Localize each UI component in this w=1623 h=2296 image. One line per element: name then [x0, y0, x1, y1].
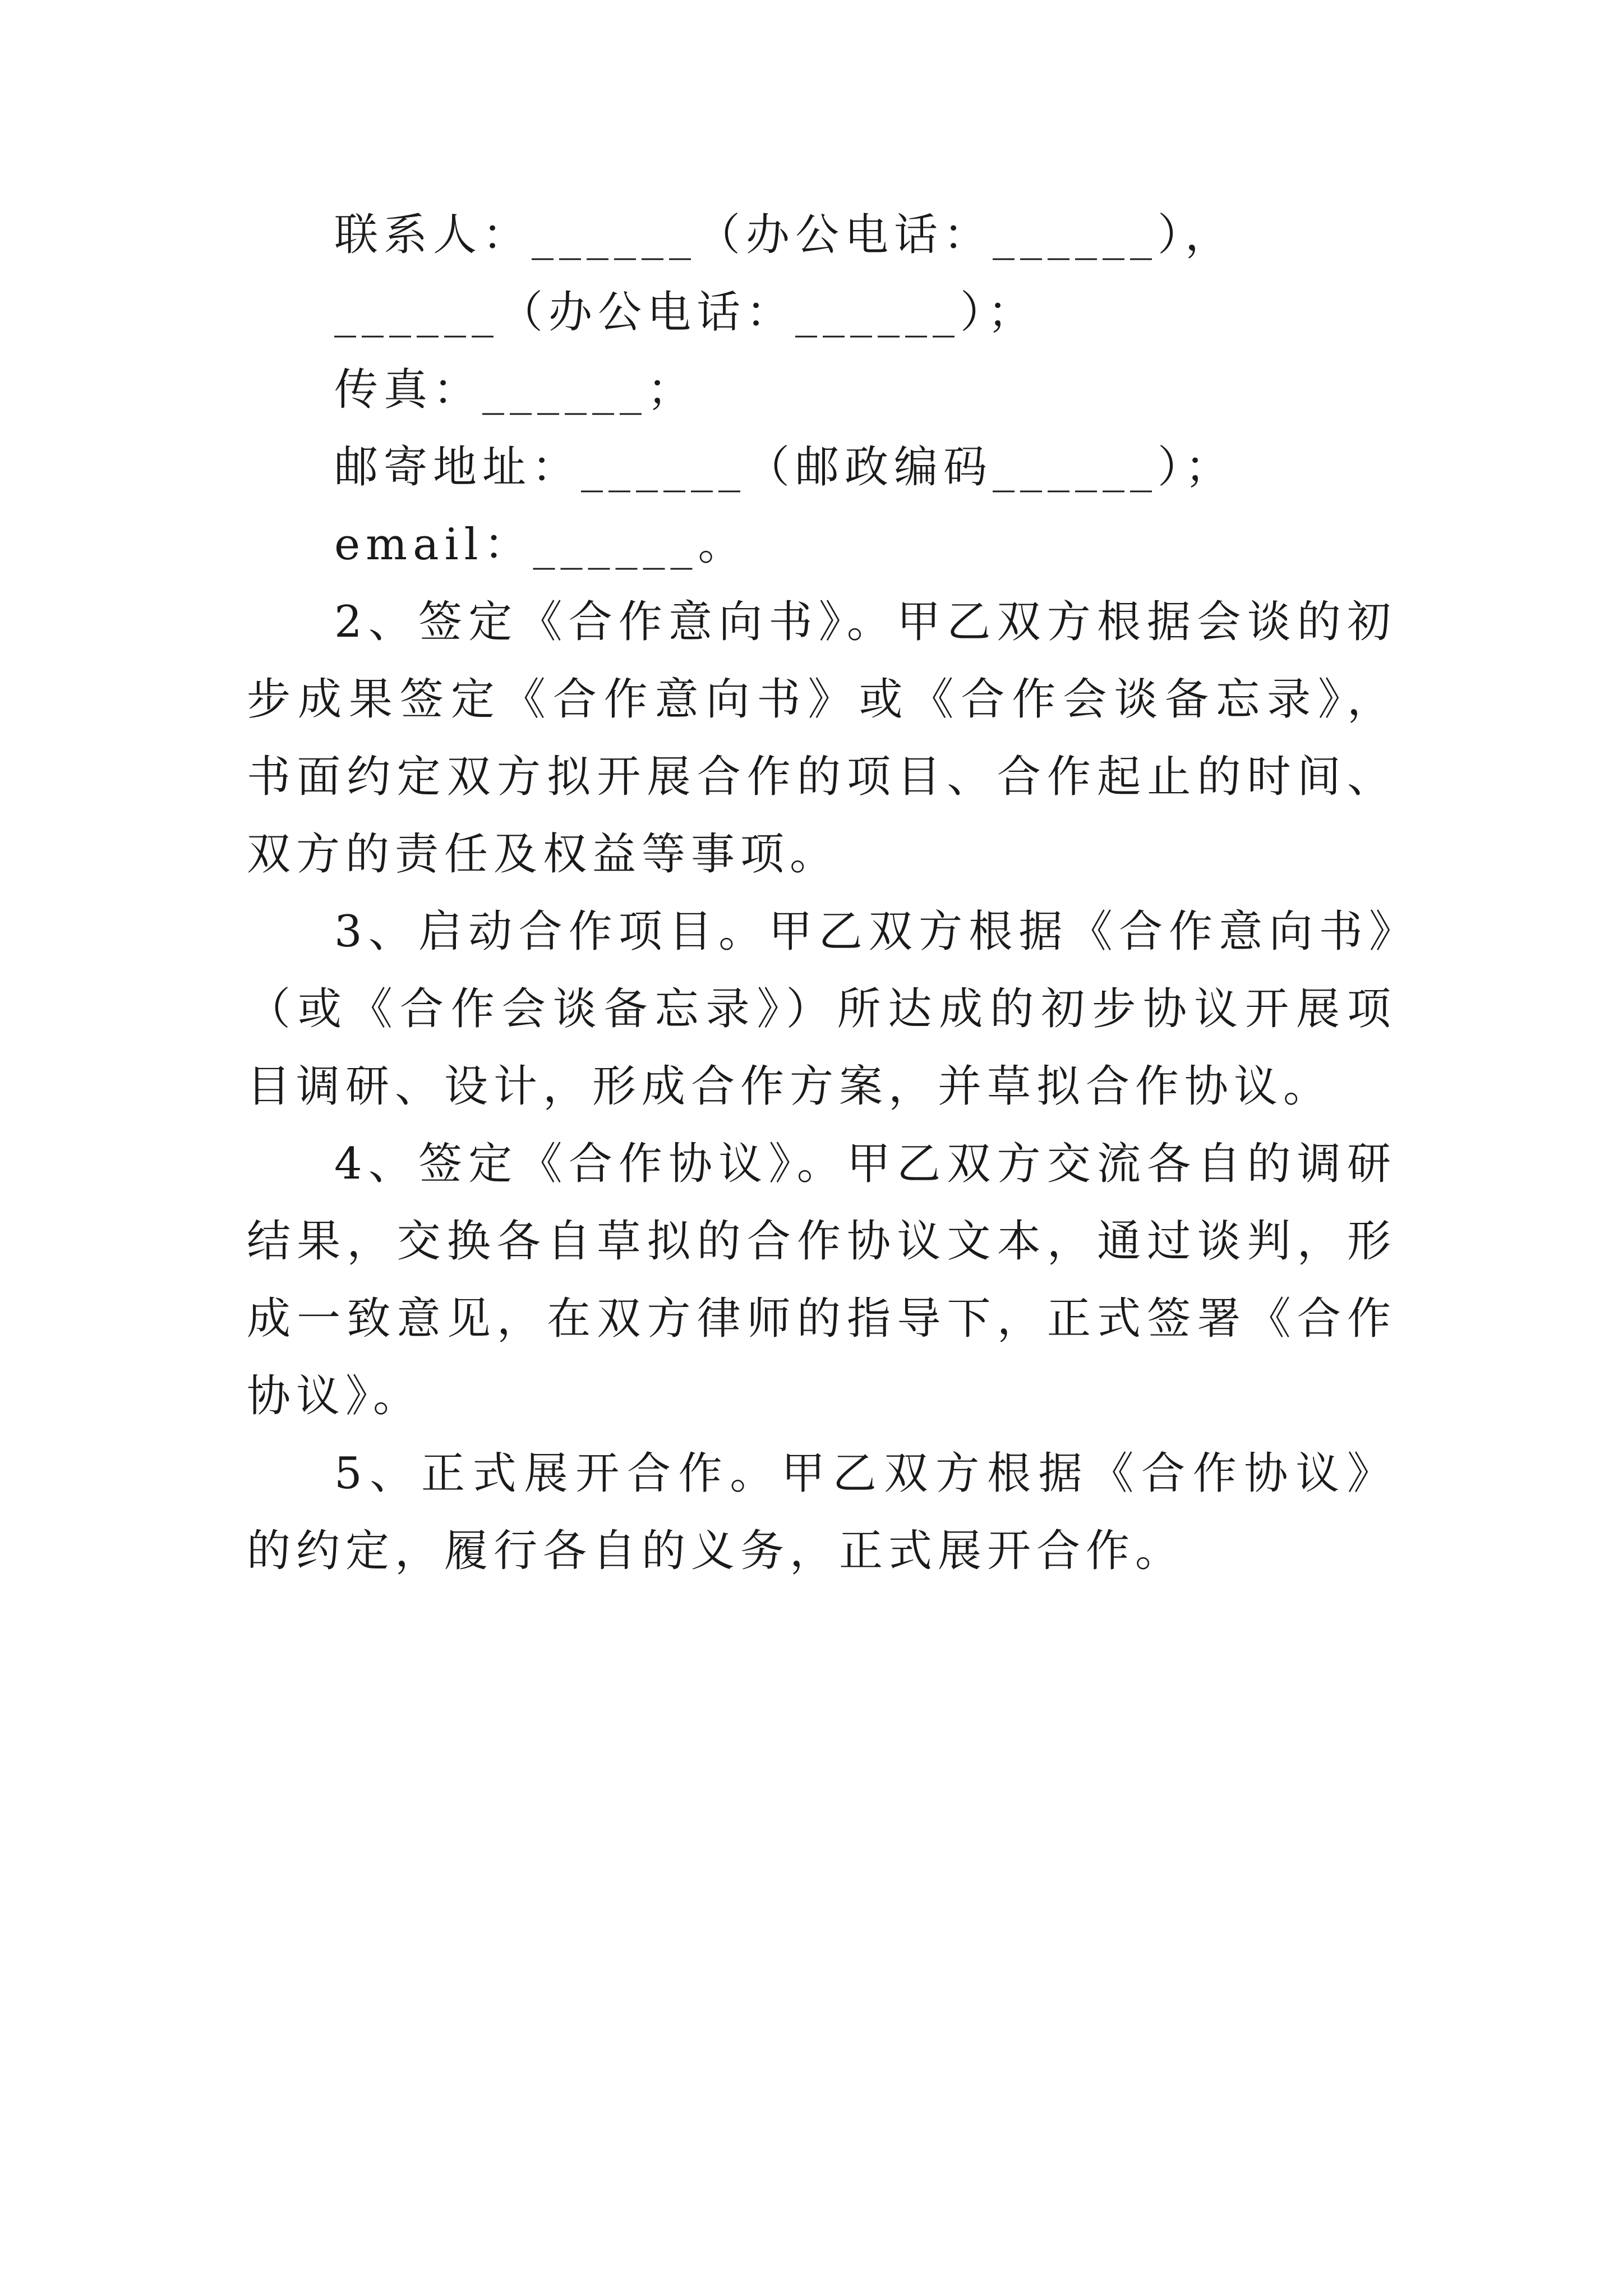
second-phone-line: ______（办公电话：______）； [334, 287, 1038, 338]
paragraph-step-2: 2、签定《合作意向书》。甲乙双方根据会谈的初步成果签定《合作意向书》或《合作会谈备忘录》，书面约定双方拟开展合作的项目、合作起止的时间、双方的责任及权益等事项。 [247, 597, 1396, 880]
email-line: email：______。 [334, 519, 748, 570]
document-body [247, 196, 1396, 1590]
fax-line: 传真：______； [334, 365, 697, 415]
contact-person-line: 联系人：______（办公电话：______）， [334, 210, 1235, 260]
paragraph-step-5: 5、正式展开合作。甲乙双方根据《合作协议》的约定，履行各自的义务，正式展开合作。 [247, 1448, 1396, 1576]
paragraph-step-4: 4、签定《合作协议》。甲乙双方交流各自的调研结果，交换各自草拟的合作协议文本，通过谈判，形成一致意见，在双方律师的指导下，正式签署《合作协议》。 [247, 1139, 1396, 1421]
paragraph-step-3: 3、启动合作项目。甲乙双方根据《合作意向书》（或《合作会谈备忘录》）所达成的初步协议开展项目调研、设计，形成合作方案，并草拟合作协议。 [247, 907, 1396, 1112]
mailing-address-line: 邮寄地址：______（邮政编码______）； [334, 442, 1235, 493]
